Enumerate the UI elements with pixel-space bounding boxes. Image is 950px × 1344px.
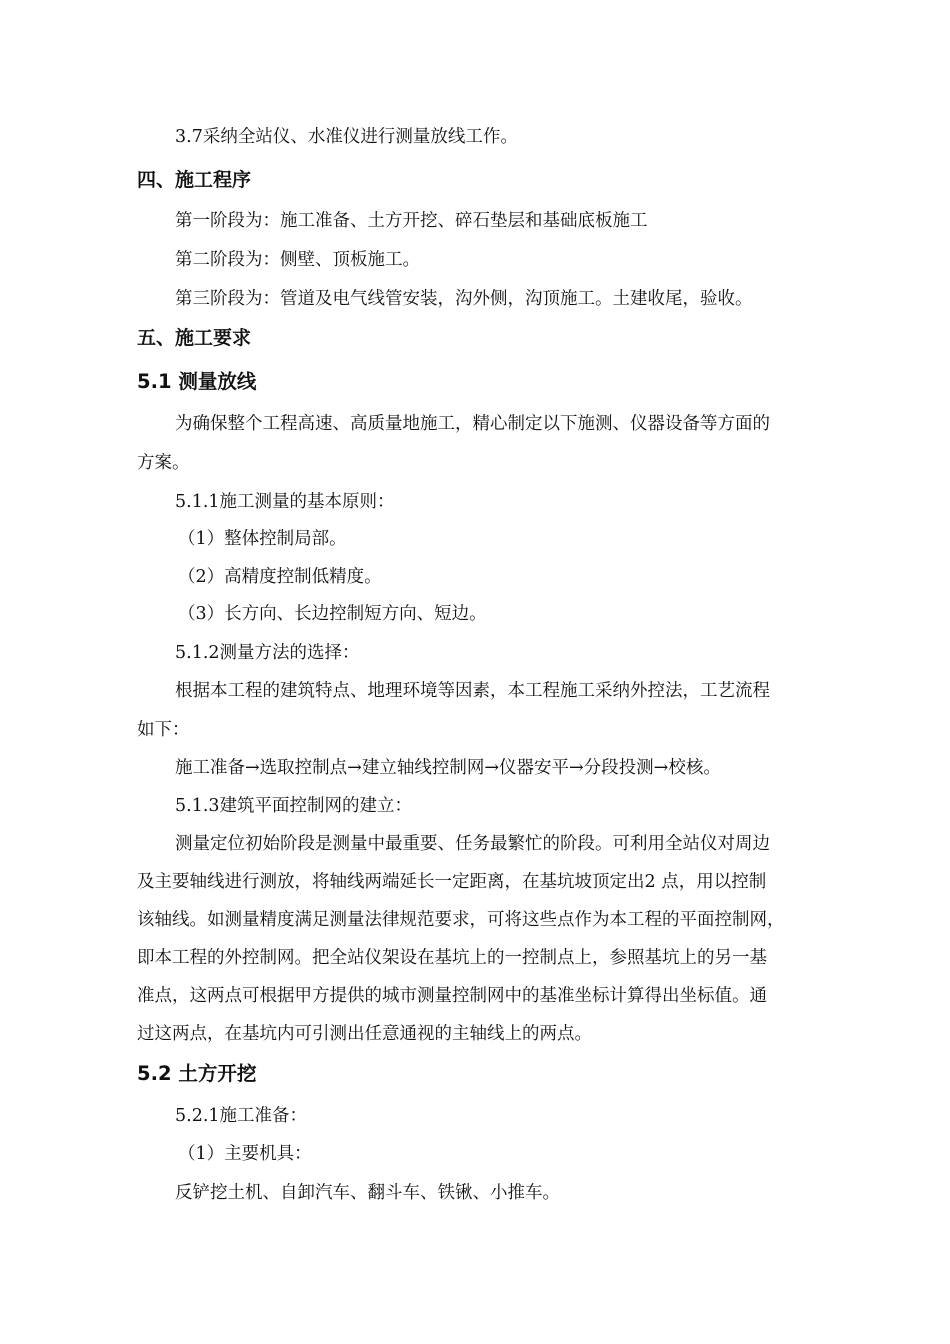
text-line: 第二阶段为：侧壁、顶板施工。: [175, 250, 420, 270]
text-line: 即本工程的外控制网。把全站仪架设在基坑上的一控制点上，参照基坑上的另一基: [137, 948, 767, 968]
text-line: 5.1.3建筑平面控制网的建立：: [175, 796, 413, 816]
text-line: 施工准备→选取控制点→建立轴线控制网→仪器安平→分段投测→校核。: [175, 758, 721, 778]
text-line: 3.7采纳全站仪、水准仪进行测量放线工作。: [175, 127, 518, 147]
text-line: 及主要轴线进行测放，将轴线两端延长一定距离，在基坑坡顶定出2 点，用以控制: [137, 872, 767, 892]
subsection-heading: 5.2 土方开挖: [137, 1062, 257, 1085]
list-item: （1）整体控制局部。: [178, 529, 347, 549]
text-line: 测量定位初始阶段是测量中最重要、任务最繁忙的阶段。可利用全站仪对周边: [175, 834, 770, 854]
text-line: 第一阶段为：施工准备、土方开挖、碎石垫层和基础底板施工: [175, 211, 648, 231]
text-line: 第三阶段为：管道及电气线管安装，沟外侧，沟顶施工。土建收尾，验收。: [175, 289, 753, 309]
list-item: （2）高精度控制低精度。: [178, 567, 382, 587]
list-item: （3）长方向、长边控制短方向、短边。: [178, 604, 487, 624]
section-heading: 五、施工要求: [137, 327, 252, 349]
text-line: 为确保整个工程高速、高质量地施工，精心制定以下施测、仪器设备等方面的: [175, 414, 770, 434]
text-line: 根据本工程的建筑特点、地理环境等因素，本工程施工采纳外控法，工艺流程: [175, 681, 770, 701]
text-line: 如下：: [137, 720, 190, 740]
text-line: 5.1.2测量方法的选择：: [175, 643, 360, 663]
subsection-heading: 5.1 测量放线: [137, 370, 257, 393]
section-heading: 四、施工程序: [137, 169, 252, 191]
text-line: 5.1.1施工测量的基本原则：: [175, 492, 395, 512]
text-line: 准点，这两点可根据甲方提供的城市测量控制网中的基准坐标计算得出坐标值。通: [137, 986, 767, 1006]
text-line: 反铲挖土机、自卸汽车、翻斗车、铁锹、小推车。: [175, 1183, 560, 1203]
text-line: 方案。: [137, 453, 190, 473]
text-line: 5.2.1施工准备：: [175, 1106, 308, 1126]
list-item: （1）主要机具：: [178, 1144, 312, 1164]
text-line: 过这两点，在基坑内可引测出任意通视的主轴线上的两点。: [137, 1024, 592, 1044]
text-line: 该轴线。如测量精度满足测量法律规范要求，可将这些点作为本工程的平面控制网，: [137, 910, 785, 930]
